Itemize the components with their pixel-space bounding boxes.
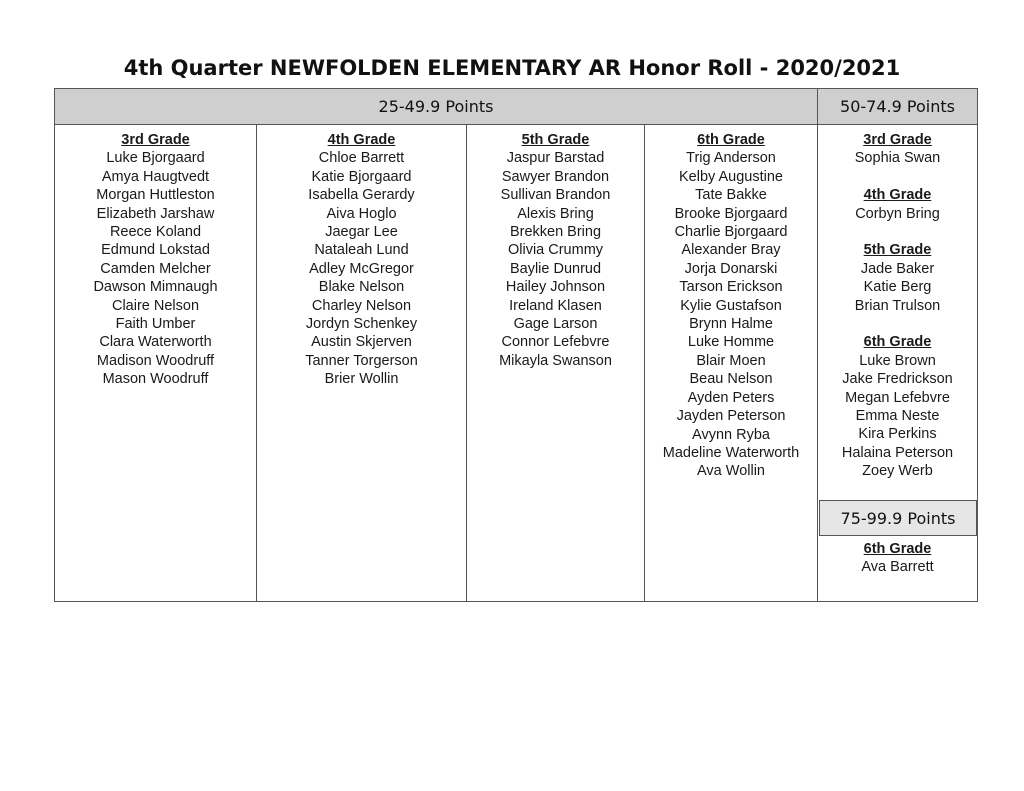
student-name: Gage Larson <box>513 316 598 333</box>
student-name: Ava Wollin <box>697 463 765 480</box>
student-name: Baylie Dunrud <box>509 260 602 277</box>
student-name: Halaina Peterson <box>841 444 954 461</box>
student-name: Morgan Huttleston <box>96 187 215 204</box>
student-name: Brynn Halme <box>689 316 773 333</box>
student-name: Kylie Gustafson <box>680 297 782 314</box>
student-name: Megan Lefebvre <box>845 389 950 406</box>
grade-heading: 5th Grade <box>521 132 590 148</box>
student-name: Katie Bjorgaard <box>311 168 412 185</box>
grade-heading: 4th Grade <box>863 187 932 204</box>
student-name: Isabella Gerardy <box>308 187 415 204</box>
student-name: Mikayla Swanson <box>499 352 612 369</box>
header-50-74-points: 50-74.9 Points <box>818 89 977 125</box>
student-name: Madison Woodruff <box>96 352 215 369</box>
student-name: Elizabeth Jarshaw <box>96 205 215 222</box>
student-name: Connor Lefebvre <box>501 334 610 351</box>
student-name: Luke Homme <box>687 334 775 351</box>
student-name: Jorja Donarski <box>684 260 778 277</box>
student-name: Trig Anderson <box>686 150 776 167</box>
student-name: Dawson Mimnaugh <box>93 279 218 296</box>
student-name: Ireland Klasen <box>509 297 602 314</box>
student-name: Jake Fredrickson <box>842 371 953 388</box>
student-name: Claire Nelson <box>111 297 200 314</box>
student-name: Reece Koland <box>109 224 202 241</box>
student-name: Austin Skjerven <box>311 334 412 351</box>
group-spacer <box>818 223 977 241</box>
student-name: Brooke Bjorgaard <box>674 205 788 222</box>
column-4th-grade-25-49 <box>257 125 467 601</box>
grade-heading: 3rd Grade <box>863 132 932 148</box>
honor-roll-table <box>54 88 978 602</box>
column-5th-grade-25-49 <box>467 125 645 601</box>
student-name: Corbyn Bring <box>855 205 940 222</box>
student-name: Jordyn Schenkey <box>305 316 418 333</box>
student-name: Charlie Bjorgaard <box>674 224 788 241</box>
student-name: Jaspur Barstad <box>506 150 605 167</box>
student-name: Madeline Waterworth <box>662 444 800 461</box>
header-75-99-points: 75-99.9 Points <box>819 500 977 536</box>
column-3rd-grade-25-49 <box>55 125 257 601</box>
student-name: Brekken Bring <box>509 224 602 241</box>
grade-heading: 5th Grade <box>863 242 932 259</box>
column-6th-grade-25-49 <box>645 125 818 601</box>
student-name: Clara Waterworth <box>99 334 212 351</box>
student-name: Emma Neste <box>855 408 940 425</box>
student-name: Luke Brown <box>859 352 936 369</box>
student-name: Beau Nelson <box>689 371 773 388</box>
student-name: Tarson Erickson <box>679 279 783 296</box>
grade-heading: 6th Grade <box>863 541 932 557</box>
student-name: Blake Nelson <box>318 279 405 296</box>
grade-heading: 4th Grade <box>327 132 396 148</box>
grade-heading: 6th Grade <box>697 132 765 148</box>
student-name: Jayden Peterson <box>676 408 786 425</box>
student-name: Mason Woodruff <box>102 371 209 388</box>
student-name: Alexis Bring <box>517 205 594 222</box>
student-name: Tate Bakke <box>695 187 767 204</box>
student-name: Faith Umber <box>115 316 196 333</box>
student-name: Brian Trulson <box>854 297 941 314</box>
column-75-99-points <box>818 540 977 577</box>
student-name: Kelby Augustine <box>679 168 783 185</box>
student-name: Chloe Barrett <box>318 150 405 167</box>
student-name: Hailey Johnson <box>505 279 606 296</box>
student-name: Aiva Hoglo <box>326 205 397 222</box>
student-name: Edmund Lokstad <box>101 242 210 259</box>
student-name: Jade Baker <box>860 260 935 277</box>
student-name: Katie Berg <box>863 279 932 296</box>
student-name: Ayden Peters <box>687 389 775 406</box>
grade-heading: 3rd Grade <box>121 132 190 148</box>
student-name: Luke Bjorgaard <box>106 150 205 167</box>
student-name: Olivia Crummy <box>507 242 604 259</box>
page-title: 4th Quarter NEWFOLDEN ELEMENTARY AR Honor Roll - 2020/2021 <box>123 56 901 80</box>
student-name: Nataleah Lund <box>314 242 409 259</box>
student-name: Tanner Torgerson <box>305 352 418 369</box>
student-name: Ava Barrett <box>861 559 934 576</box>
student-name: Kira Perkins <box>858 426 937 443</box>
student-name: Sullivan Brandon <box>500 187 611 204</box>
student-name: Jaegar Lee <box>325 224 398 241</box>
student-name: Brier Wollin <box>324 371 399 388</box>
grade-heading: 6th Grade <box>863 334 932 351</box>
student-name: Camden Melcher <box>100 260 211 277</box>
header-25-49-points: 25-49.9 Points <box>55 89 818 125</box>
group-spacer <box>818 315 977 333</box>
student-name: Sawyer Brandon <box>501 168 610 185</box>
student-name: Alexander Bray <box>681 242 781 259</box>
student-name: Sophia Swan <box>854 150 941 167</box>
student-name: Zoey Werb <box>862 463 933 480</box>
student-name: Blair Moen <box>696 352 766 369</box>
student-name: Amya Haugtvedt <box>101 168 210 185</box>
student-name: Adley McGregor <box>309 260 414 277</box>
student-name: Avynn Ryba <box>692 426 770 443</box>
student-name: Charley Nelson <box>311 297 412 314</box>
group-spacer <box>818 168 977 186</box>
